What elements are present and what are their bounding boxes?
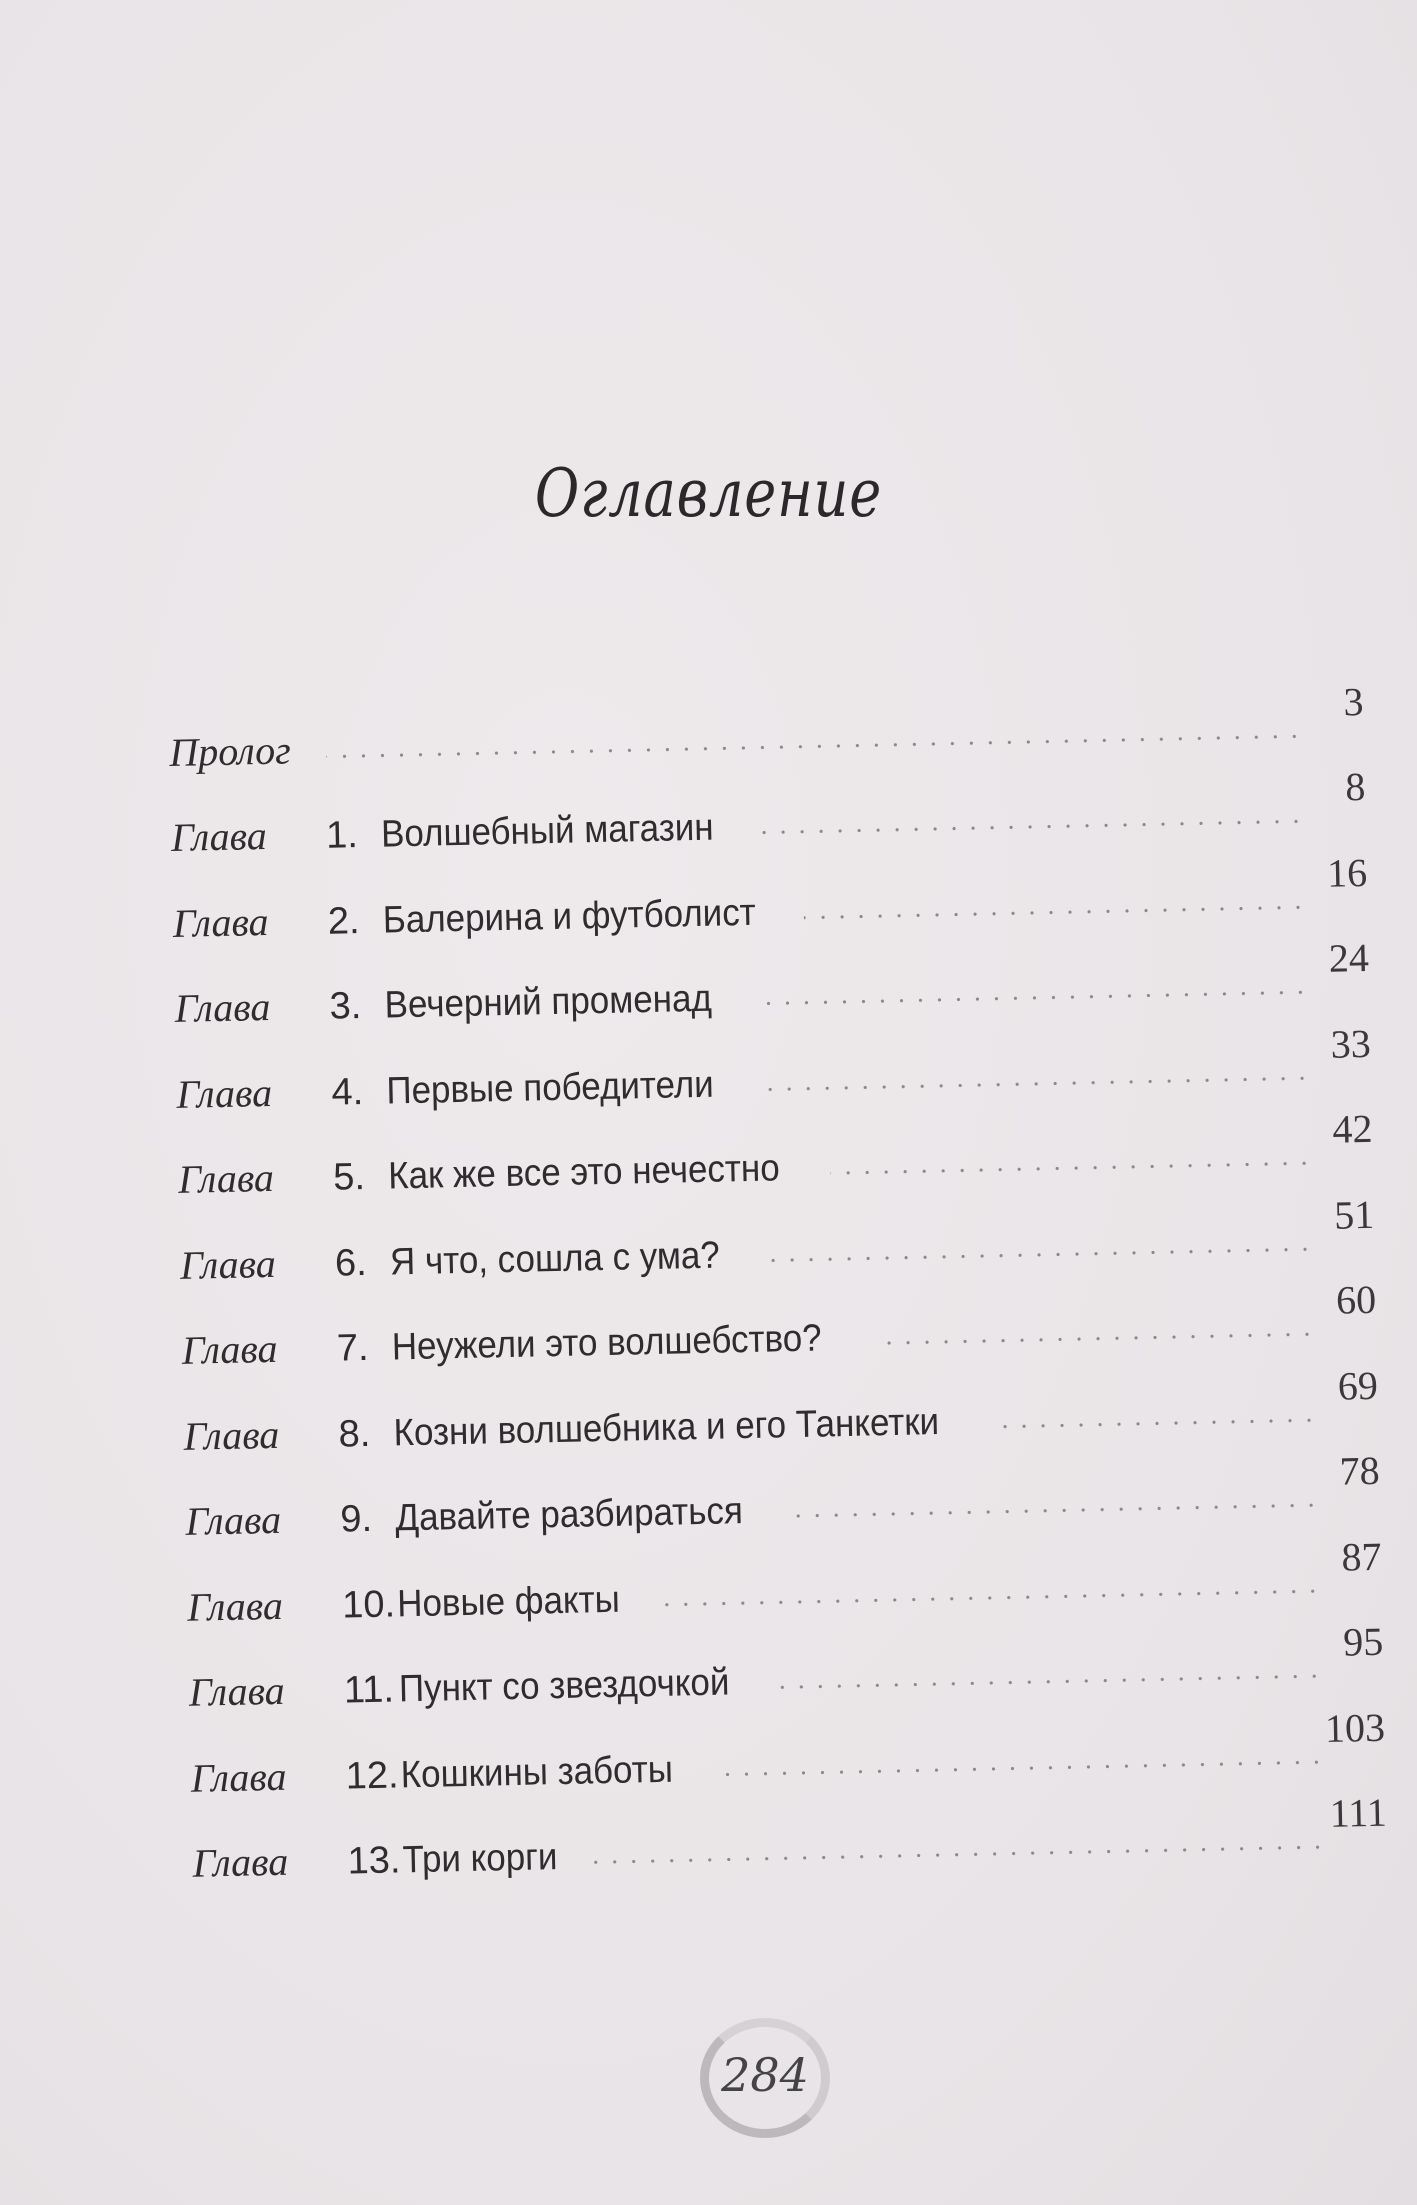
chapter-number: 3. <box>329 985 362 1028</box>
chapter-title: Кошкины заботы <box>400 1748 674 1796</box>
chapter-number: 7. <box>336 1326 369 1370</box>
chapter-title: Волшебный магазин <box>380 806 715 856</box>
toc-label: Глава <box>183 1411 280 1459</box>
chapter-title: Пункт со звездочкой <box>398 1661 730 1711</box>
toc-label: Глава <box>186 1582 284 1630</box>
dot-leader <box>758 1074 1311 1094</box>
dot-leader <box>756 988 1309 1008</box>
toc-label: Пролог <box>168 726 292 775</box>
page-number-badge <box>700 2018 830 2138</box>
chapter-number: 6. <box>334 1241 368 1285</box>
page-ref: 95 <box>1342 1618 1384 1665</box>
dot-leader <box>764 1245 1315 1265</box>
table-of-contents <box>168 665 1388 1887</box>
toc-label: Глава <box>188 1667 286 1715</box>
toc-label: Глава <box>177 1154 275 1202</box>
chapter-title: Я что, сошла с ума? <box>389 1234 721 1283</box>
chapter-number: 10. <box>341 1582 396 1627</box>
page-ref: 111 <box>1329 1789 1388 1836</box>
chapter-title: Новые факты <box>396 1578 621 1625</box>
dot-leader <box>655 1587 1322 1609</box>
page-number: 284 <box>721 2048 809 2102</box>
chapter-number: 13. <box>347 1839 401 1883</box>
toc-label: Глава <box>172 898 269 946</box>
chapter-number: 12. <box>345 1753 400 1798</box>
dot-leader <box>804 903 1308 922</box>
chapter-number: 9. <box>339 1497 373 1541</box>
chapter-title: Первые победители <box>386 1063 715 1113</box>
dot-leader <box>587 1843 1328 1867</box>
toc-label: Глава <box>190 1753 287 1801</box>
page-ref: 87 <box>1340 1533 1382 1580</box>
chapter-number: 4. <box>331 1070 364 1114</box>
toc-label: Глава <box>192 1838 289 1886</box>
chapter-title: Как же все это нечестно <box>387 1147 781 1198</box>
chapter-number: 1. <box>325 814 359 857</box>
chapter-number: 8. <box>338 1412 371 1456</box>
page-ref: 42 <box>1331 1105 1373 1152</box>
page-ref: 3 <box>1343 678 1364 724</box>
page-ref: 24 <box>1328 934 1370 981</box>
dot-leader <box>774 1672 1324 1692</box>
toc-label: Глава <box>175 1069 273 1117</box>
toc-label: Глава <box>179 1240 277 1288</box>
dot-leader <box>759 817 1307 836</box>
page-ref: 103 <box>1324 1704 1386 1751</box>
dot-leader <box>830 1159 1313 1177</box>
chapter-title: Неужели это волшебство? <box>391 1317 823 1369</box>
page-ref: 51 <box>1333 1191 1375 1238</box>
page-title: Оглавление <box>534 455 883 532</box>
dot-leader <box>789 1501 1320 1520</box>
dot-leader <box>1003 1416 1319 1431</box>
page-ref: 33 <box>1330 1020 1372 1067</box>
toc-label: Глава <box>181 1325 278 1373</box>
chapter-number: 2. <box>327 899 361 943</box>
chapter-title: Вечерний променад <box>384 977 713 1027</box>
dot-leader <box>875 1330 1317 1347</box>
toc-label: Глава <box>184 1496 282 1544</box>
page-ref: 69 <box>1337 1362 1379 1409</box>
page-ref: 78 <box>1339 1447 1381 1494</box>
toc-label: Глава <box>170 812 268 860</box>
page-ref: 8 <box>1344 763 1366 810</box>
chapter-title: Давайте разбираться <box>394 1490 744 1540</box>
dot-leader <box>713 1757 1326 1778</box>
chapter-title: Балерина и футболист <box>382 891 757 942</box>
chapter-number: 11. <box>343 1668 395 1712</box>
chapter-title: Три корги <box>402 1836 558 1882</box>
chapter-title: Козни волшебника и его Танкетки <box>393 1400 940 1454</box>
chapter-number: 5. <box>332 1155 366 1199</box>
toc-label: Глава <box>174 983 271 1031</box>
page-ref: 60 <box>1335 1276 1377 1323</box>
page-ref: 16 <box>1326 849 1368 896</box>
